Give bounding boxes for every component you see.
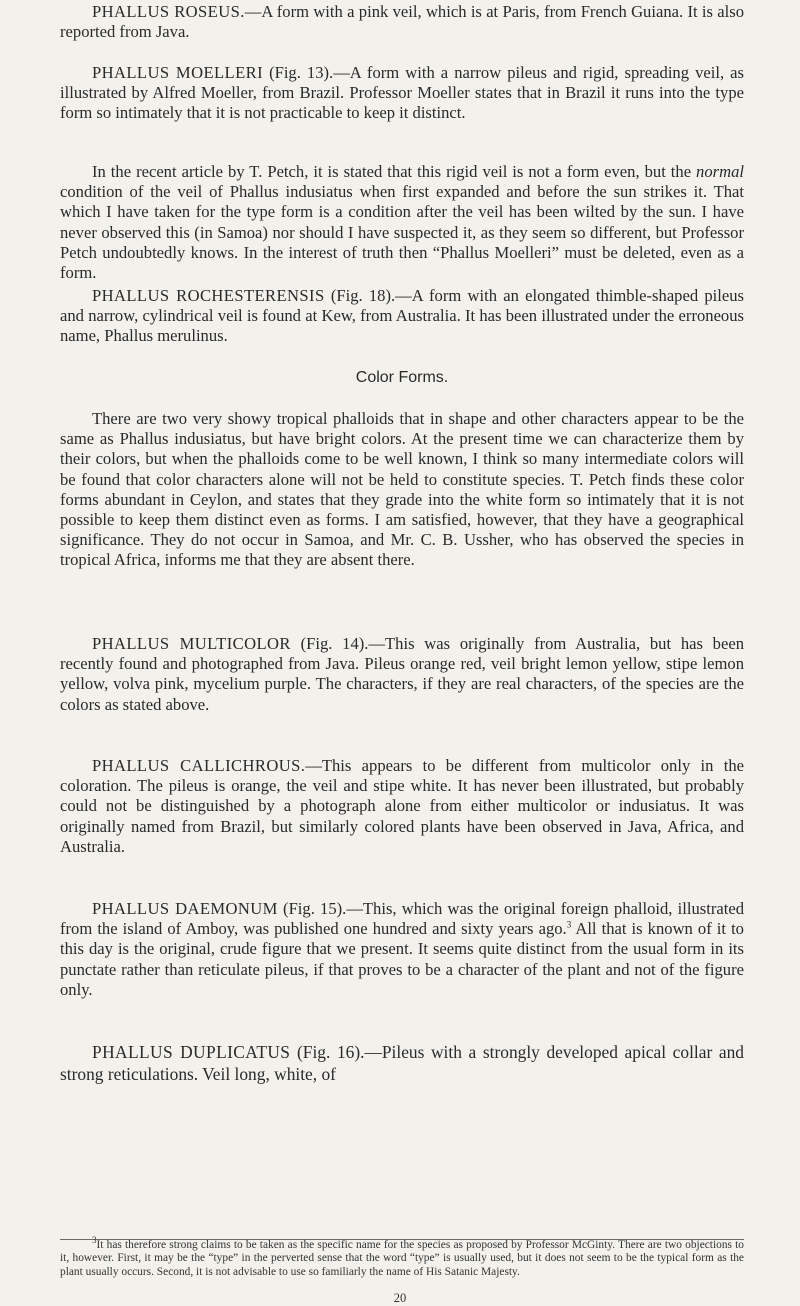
paragraph-text: There are two very showy tropical phalloids that in shape and other characters appear to be the same as Phallus indusiatus, but have bright colors. At the present time we can characterize them by their colors, but when the phalloids come to be well known, I think so many intermediate colors will be found that color characters alone will not be held to constitute species. T. Petch finds these color forms abundant in Ceylon, and states that they grade into the white form so intimately that it is not possible to keep them distinct even as forms. I am satisfied, however, that they have a geographical significance. They do not occur in Samoa, and Mr. C. B. Ussher, who has observed the species in tropical Africa, informs me that they are absent there. bbox=[60, 409, 744, 570]
species-name: PHALLUS MULTICOLOR bbox=[92, 634, 291, 653]
footnote-text: It has therefore strong claims to be taken as the specific name for the species as proposed by Professor McGinty. There are two objections to it, however. First, it may be the “type” in the perverted sense that the word “type” is usually used, but it does not seem to be the typical form as the plant usually occurs. Second, it is not advisable to use so familiarly the name of His Satanic Majesty. bbox=[60, 1239, 744, 1278]
paragraph-text: (Fig. 16).—Pileus with a strongly developed apical collar and strong reticulations. Veil long, white, of bbox=[60, 1042, 744, 1084]
species-name: PHALLUS CALLICHROUS. bbox=[92, 756, 306, 775]
species-name: PHALLUS ROSEUS. bbox=[92, 2, 245, 21]
footnote bbox=[60, 1235, 744, 1279]
paragraph-text: In the recent article by T. Petch, it is stated that this rigid veil is not a form even, but the bbox=[92, 162, 697, 181]
emphasis-text: normal bbox=[696, 162, 744, 181]
paragraph-text: (Fig. 14).—This was originally from Australia, but has been recently found and photographed from Java. Pileus orange red, veil bright lemon yellow, stipe lemon yellow, volva pink, mycelium purple. The characters, if they are real characters, of the species are the colors as stated above. bbox=[60, 634, 744, 714]
paragraph-phallus-daemonum bbox=[60, 899, 744, 1000]
paragraph-text: —A form with a pink veil, which is at Paris, from French Guiana. It is also reported from Java. bbox=[60, 2, 745, 42]
species-name: PHALLUS DAEMONUM bbox=[92, 899, 278, 918]
paragraph-text: —This appears to be different from multicolor only in the coloration. The pileus is orange, the veil and stipe white. It has never been illustrated, but probably could not be distinguished by a photograph alone from either multicolor or indusiatus. It was originally named from Brazil, but similarly colored plants have been observed in Java, Africa, and Australia. bbox=[60, 756, 744, 856]
section-heading: Color Forms. bbox=[355, 369, 449, 386]
paragraph-text: (Fig. 18).—A form with an elongated thimble-shaped pileus and narrow, cylindrical veil is found at Kew, from Australia. It has been illustrated under the erroneous name, Phallus merulinus. bbox=[60, 286, 744, 346]
paragraph-text: (Fig. 15).—This, which was the original foreign phalloid, illustrated from the island of Amboy, was published one hundred and sixty years ago. bbox=[60, 899, 744, 939]
paragraph-petch-note bbox=[60, 162, 744, 283]
paragraph-color-forms-intro bbox=[60, 409, 744, 571]
species-name: PHALLUS ROCHESTERENSIS bbox=[92, 286, 325, 305]
species-name: PHALLUS MOELLERI bbox=[92, 63, 264, 82]
footnote-reference: 3 bbox=[566, 919, 572, 930]
paragraph-text: (Fig. 13).—A form with a narrow pileus and rigid, spreading veil, as illustrated by Alfred Moeller, from Brazil. Professor Moeller states that in Brazil it runs into the type form so intimately that it is not practicable to keep it distinct. bbox=[60, 63, 744, 123]
footnote-marker: 3 bbox=[92, 1235, 97, 1246]
paragraph-text: All that is known of it to this day is the original, crude figure that we present. It seems quite distinct from the usual form in its punctate rather than reticulate pileus, if that proves to be a character of the plant and not of the figure only. bbox=[60, 919, 744, 999]
paragraph-phallus-moelleri bbox=[60, 63, 744, 124]
species-name: PHALLUS DUPLICATUS bbox=[92, 1042, 291, 1062]
paragraph-phallus-rochesterensis bbox=[60, 286, 744, 347]
paragraph-phallus-roseus bbox=[60, 2, 744, 42]
paragraph-phallus-multicolor bbox=[60, 634, 744, 715]
paragraph-phallus-callichrous bbox=[60, 756, 744, 857]
paragraph-phallus-duplicatus bbox=[60, 1041, 744, 1085]
paragraph-text: condition of the veil of Phallus indusiatus when first expanded and before the sun strikes it. That which I have taken for the type form is a condition after the veil has been wilted by the sun. I have never observed this (in Samoa) nor should I have suspected it, as they seem so different, but Professor Petch undoubtedly knows. In the interest of truth then “Phallus Moelleri” must be deleted, even as a form. bbox=[60, 182, 744, 283]
page-number: 20 bbox=[393, 1291, 407, 1305]
